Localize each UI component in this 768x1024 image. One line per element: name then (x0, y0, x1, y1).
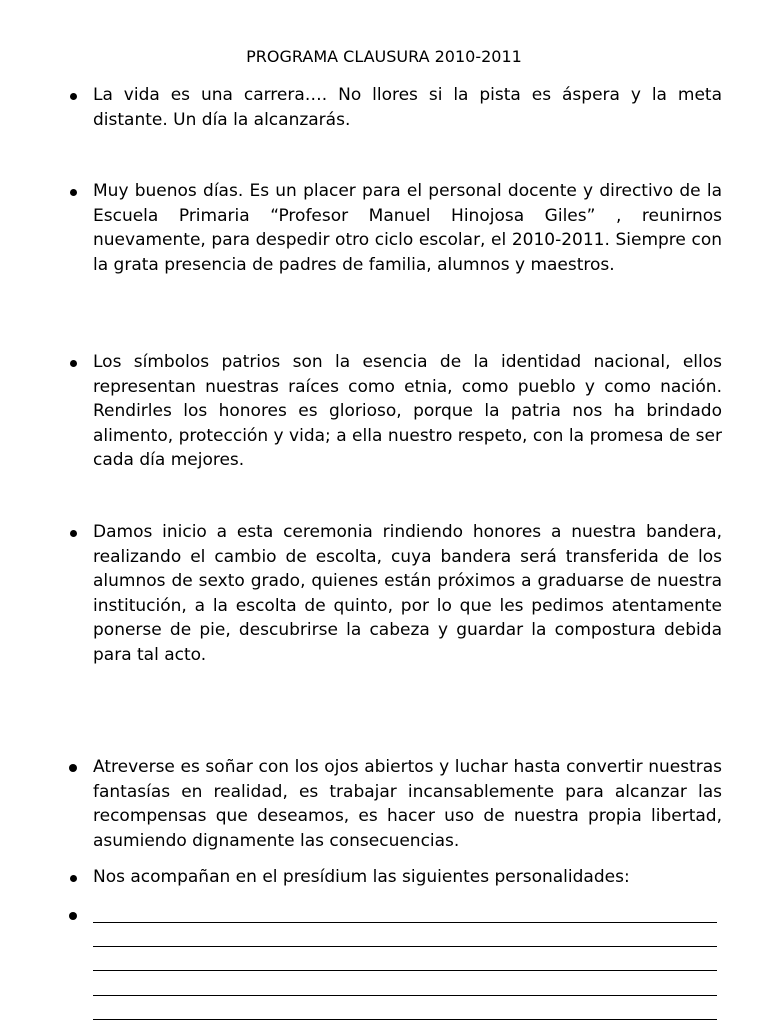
paragraph-4: Damos inicio a esta ceremonia rindiendo honores a nuestra bandera, realizando el cambio de escolta, cuya bandera será transferida de los alumnos de sexto grado, quienes están próximos a graduarse de nuestra institución, a la escolta de quinto, por lo que les pedimos atentamente ponerse de pie, descubrirse la cabeza y guardar la compostura debida para tal acto. (93, 522, 722, 665)
blank-line (93, 1019, 717, 1020)
paragraph-6: Nos acompañan en el presídium las siguientes personalidades: (93, 867, 630, 887)
bullet-icon (69, 764, 77, 772)
blank-line (93, 970, 717, 971)
blank-line (93, 995, 717, 996)
paragraph-5: Atreverse es soñar con los ojos abiertos y luchar hasta convertir nuestras fantasías en realidad, es trabajar incansablemente para alcanzar las recompensas que deseamos, es hacer uso de nuestra propia libertad, asumiendo dignamente las consecuencias. (93, 757, 722, 851)
bullet-icon (70, 189, 77, 196)
paragraph-2: Muy buenos días. Es un placer para el personal docente y directivo de la Escuela Primaria “Profesor Manuel Hinojosa Giles” , reunirnos nuevamente, para despedir otro ciclo escolar, el 2010-2011. Siempre con la grata presencia de padres de familia, alumnos y maestros. (93, 181, 722, 275)
bullet-icon (70, 93, 77, 100)
blank-line (93, 922, 717, 923)
blank-line (93, 946, 717, 947)
paragraph-1: La vida es una carrera…. No llores si la pista es áspera y la meta distante. Un día la alcanzarás. (93, 85, 722, 130)
paragraph-3: Los símbolos patrios son la esencia de la identidad nacional, ellos representan nuestras raíces como etnia, como pueblo y como nación. Rendirles los honores es glorioso, porque la patria nos ha brindado alimento, protección y vida; a ella nuestro respeto, con la promesa de ser cada día mejores. (93, 352, 722, 470)
bullet-icon (70, 530, 77, 537)
bullet-icon (69, 912, 77, 920)
bullet-icon (70, 875, 77, 882)
document-title: PROGRAMA CLAUSURA 2010-2011 (246, 47, 522, 66)
bullet-icon (70, 360, 77, 367)
